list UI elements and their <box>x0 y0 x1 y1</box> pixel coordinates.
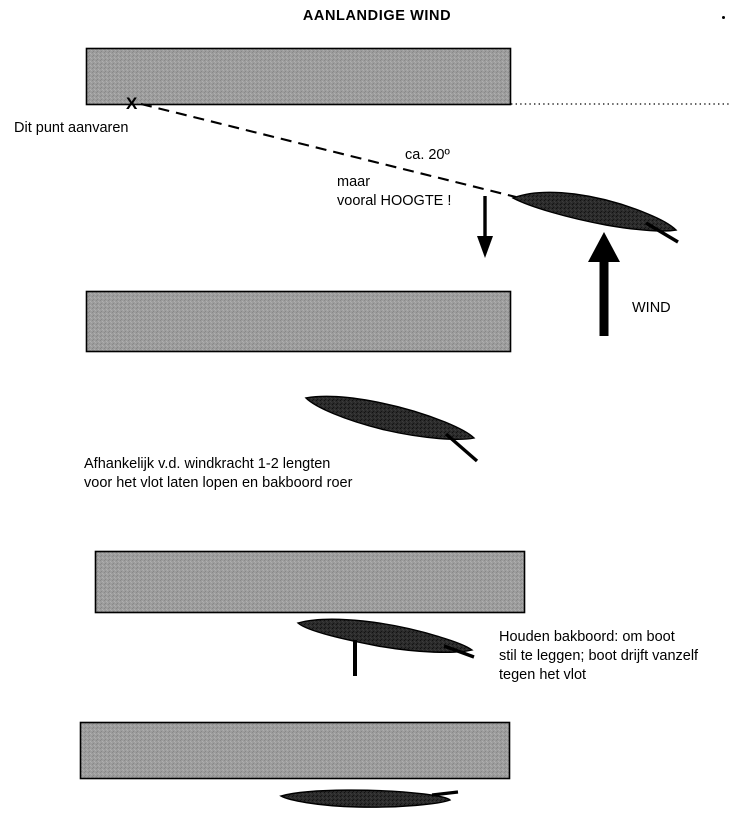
height-note-line1: maar <box>337 174 371 190</box>
stray-dot <box>722 16 725 19</box>
page-title: AANLANDIGE WIND <box>302 8 452 24</box>
dock-3 <box>96 552 525 613</box>
arrow-up-wind <box>588 232 620 336</box>
height-note-line2: vooral HOOGTE ! <box>337 193 452 209</box>
boat-4-moored <box>281 790 458 807</box>
angle-label: ca. 20º <box>405 147 450 163</box>
hold-port-note-line3: tegen het vlot <box>499 667 587 683</box>
boat-1-approach <box>513 192 678 242</box>
boat-3-alongside <box>298 619 474 676</box>
arrow-down-drift <box>477 196 493 258</box>
dock-4 <box>81 723 510 779</box>
hold-port-note-line2: stil te leggen; boot drijft vanzelf <box>499 648 699 664</box>
approach-point-marker: X <box>126 94 138 113</box>
hold-port-note-line1: Houden bakboord: om boot <box>499 629 675 645</box>
dock-1 <box>87 49 511 105</box>
wind-label: WIND <box>632 300 671 316</box>
dock-2 <box>87 292 511 352</box>
wind-force-note-line1: Afhankelijk v.d. windkracht 1-2 lengten <box>84 456 331 472</box>
wind-force-note-line2: voor het vlot laten lopen en bakboord roer <box>84 475 353 491</box>
dashed-approach-path <box>141 104 516 197</box>
boat-2-running <box>306 396 477 461</box>
approach-point-label: Dit punt aanvaren <box>14 120 129 136</box>
